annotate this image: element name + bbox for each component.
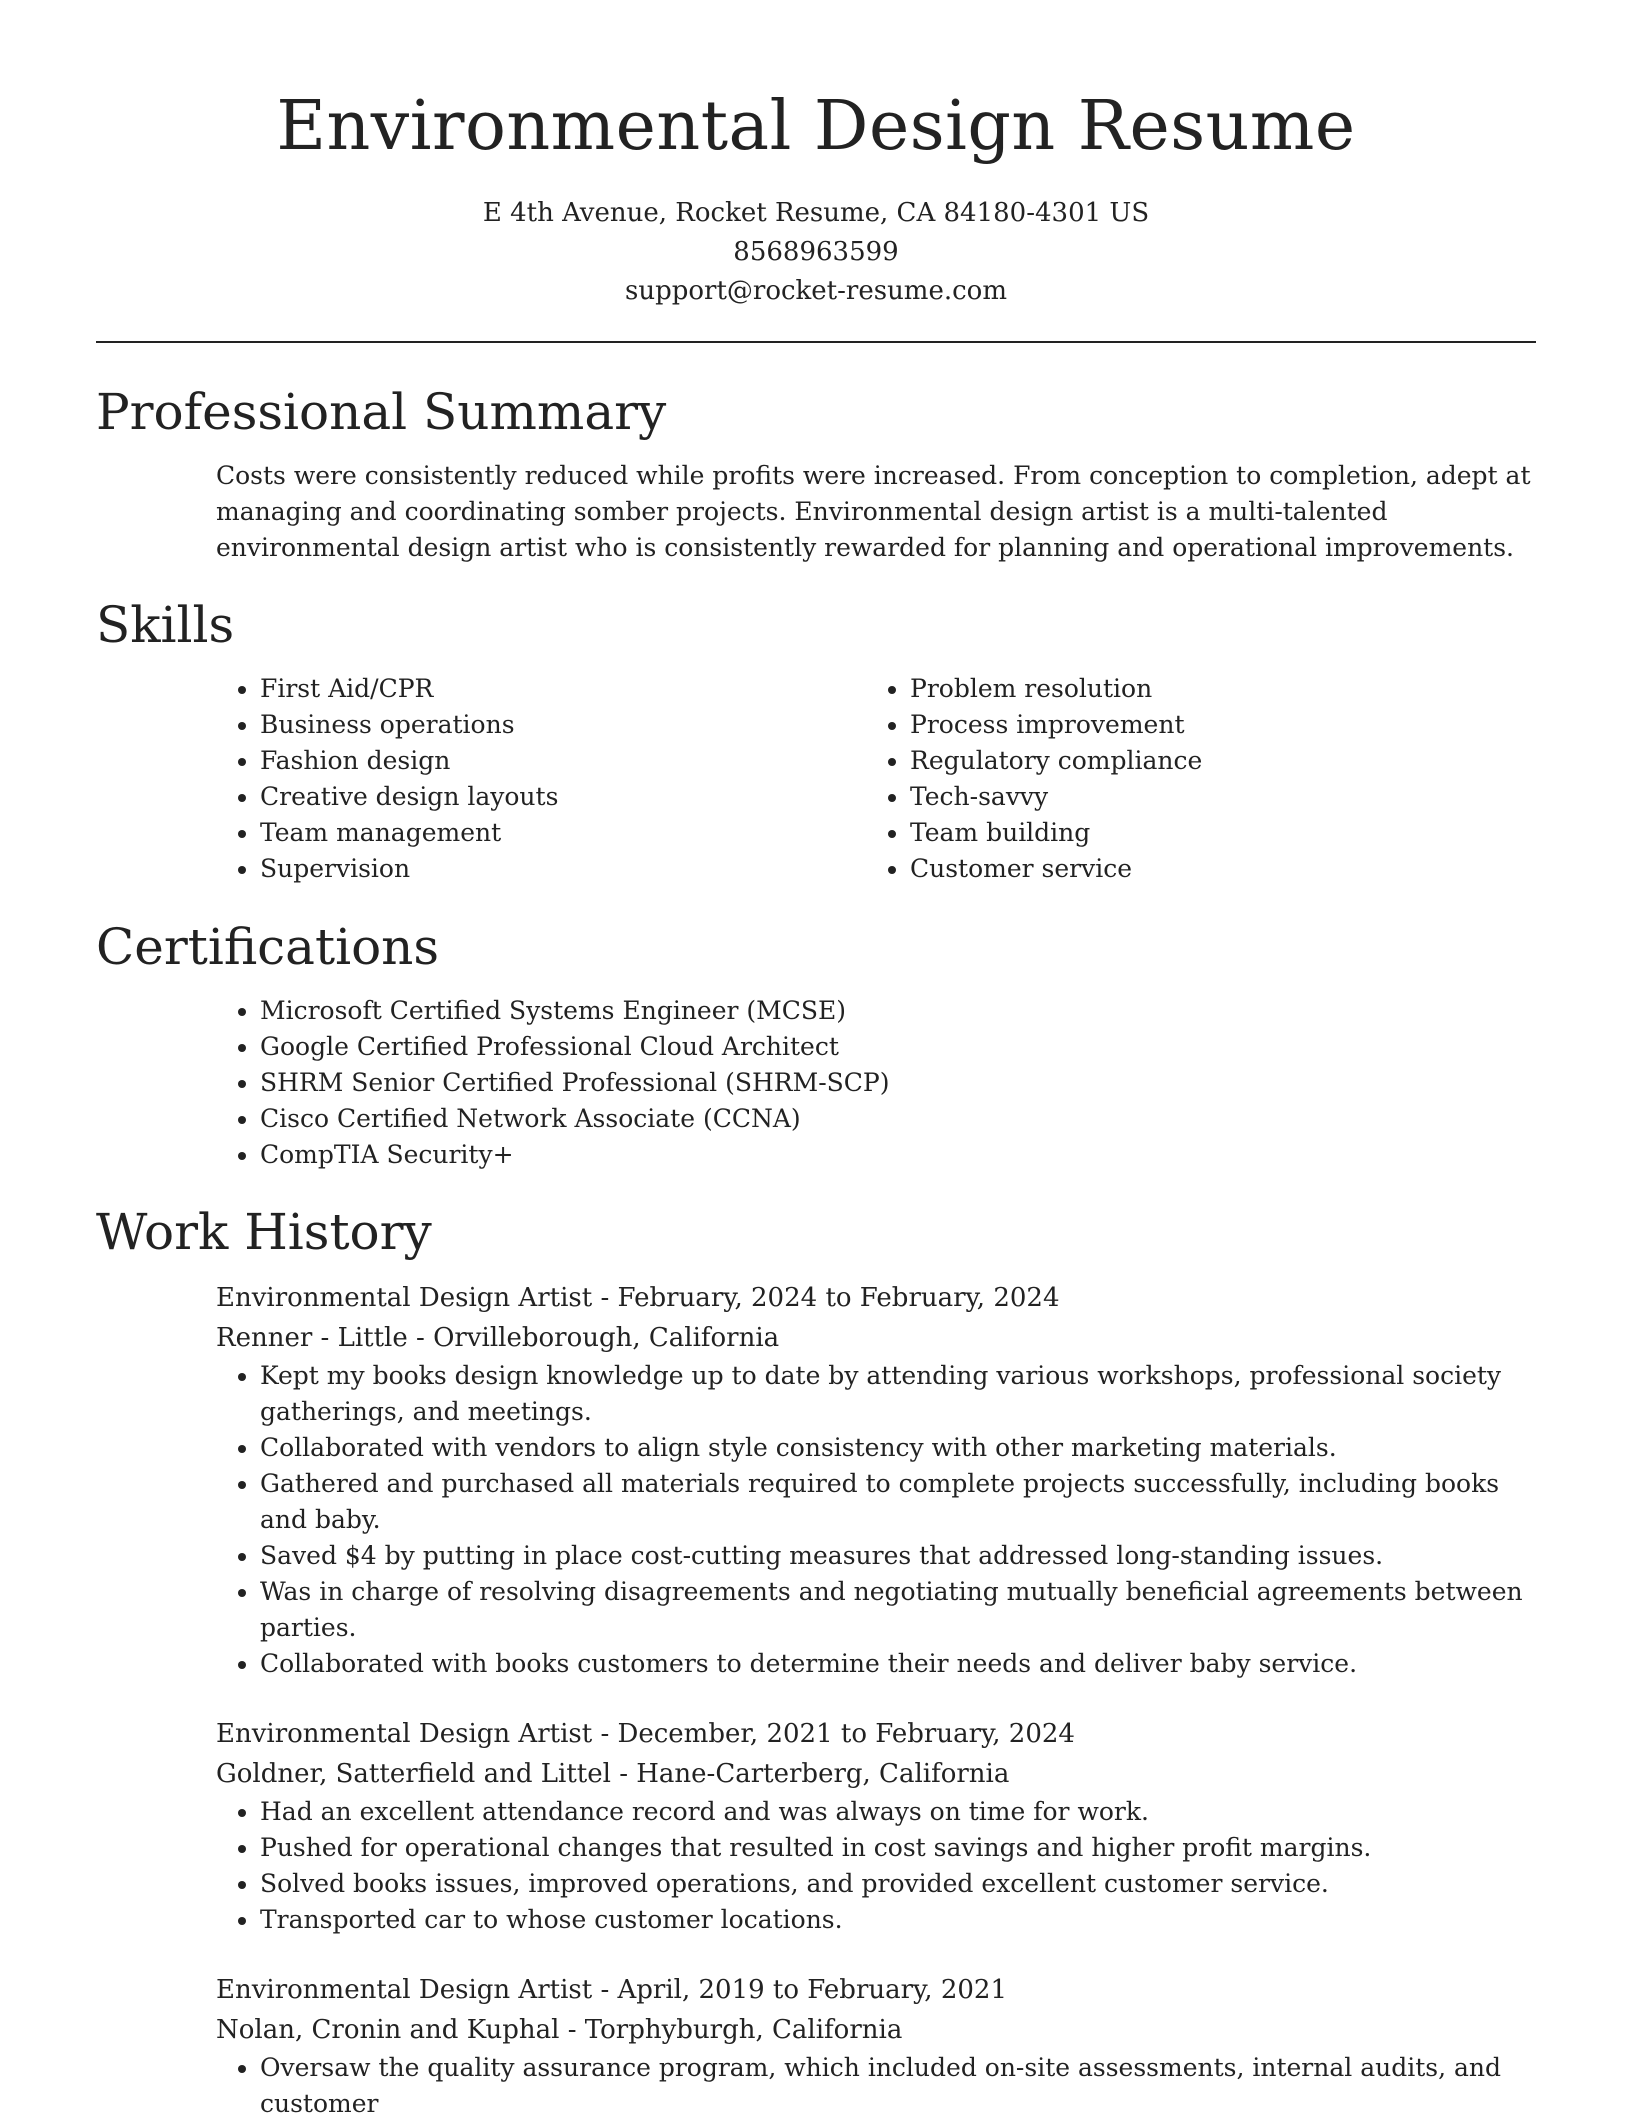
skill-item: • Creative design layouts xyxy=(260,779,866,815)
job-company-line: Nolan, Cronin and Kuphal - Torphyburgh, California xyxy=(216,2015,903,2045)
summary-text: Costs were consistently reduced while profits were increased. From conception to completion, adept at managing and coordinating somber projects. Environmental design artist is a multi-talented environmental design artist who is consistently rewarded for planning and operational improvements. xyxy=(216,461,1531,562)
skills-list-left xyxy=(216,671,866,887)
skills-list-right xyxy=(866,671,1516,887)
summary-section xyxy=(96,380,1536,566)
certification-item: • Microsoft Certified Systems Engineer (MCSE) xyxy=(260,993,1536,1029)
skills-heading: Skills xyxy=(96,596,235,654)
certifications-heading: Certifications xyxy=(96,918,440,976)
work-history-heading: Work History xyxy=(96,1203,432,1261)
skill-item: • Regulatory compliance xyxy=(910,743,1516,779)
job-entry xyxy=(216,1970,1536,2122)
skills-column-right xyxy=(866,671,1516,887)
job-bullet: • Was in charge of resolving disagreements and negotiating mutually beneficial agreements between parties. xyxy=(260,1574,1536,1646)
job-bullet: • Transported car to whose customer locations. xyxy=(260,1902,1536,1938)
certification-item: • Cisco Certified Network Associate (CCNA) xyxy=(260,1101,1536,1137)
resume-header xyxy=(0,0,1632,311)
certifications-list xyxy=(216,993,1536,1173)
job-role-line: Environmental Design Artist - April, 2019 to February, 2021 xyxy=(216,1975,1007,2005)
resume-name: Environmental Design Resume xyxy=(276,87,1356,166)
job-bullet: • Solved books issues, improved operations, and provided excellent customer service. xyxy=(260,1866,1536,1902)
skills-column-left xyxy=(216,671,866,887)
job-bullet: • Had an excellent attendance record and was always on time for work. xyxy=(260,1794,1536,1830)
skill-item: • First Aid/CPR xyxy=(260,671,866,707)
skill-item: • Customer service xyxy=(910,851,1516,887)
skill-item: • Business operations xyxy=(260,707,866,743)
job-bullet: • Saved $4 by putting in place cost-cutting measures that addressed long-standing issues. xyxy=(260,1538,1536,1574)
skill-item: • Tech-savvy xyxy=(910,779,1516,815)
contact-phone: 8568963599 xyxy=(733,237,899,267)
skill-item: • Problem resolution xyxy=(910,671,1516,707)
skill-item: • Team management xyxy=(260,815,866,851)
job-bullet: • Pushed for operational changes that resulted in cost savings and higher profit margins. xyxy=(260,1830,1536,1866)
skill-item: • Supervision xyxy=(260,851,866,887)
job-bullets xyxy=(216,2050,1536,2122)
skill-item: • Process improvement xyxy=(910,707,1516,743)
contact-address: E 4th Avenue, Rocket Resume, CA 84180-4301 US xyxy=(482,198,1150,228)
summary-heading: Professional Summary xyxy=(96,383,667,441)
job-company-line: Renner - Little - Orvilleborough, California xyxy=(216,1323,780,1353)
skills-grid xyxy=(216,671,1536,887)
job-company-line: Goldner, Satterfield and Littel - Hane-Carterberg, California xyxy=(216,1759,1010,1789)
job-bullets xyxy=(216,1794,1536,1938)
contact-email: support@rocket-resume.com xyxy=(624,276,1007,306)
job-bullet: • Oversaw the quality assurance program, which included on-site assessments, internal audits, and customer xyxy=(260,2050,1536,2122)
skill-item: • Fashion design xyxy=(260,743,866,779)
job-bullet: • Kept my books design knowledge up to date by attending various workshops, professional society gatherings, and meetings. xyxy=(260,1358,1536,1430)
job-bullets xyxy=(216,1358,1536,1682)
skills-section xyxy=(96,593,1536,887)
job-role-line: Environmental Design Artist - February, 2024 to February, 2024 xyxy=(216,1283,1060,1313)
job-bullet: • Collaborated with vendors to align style consistency with other marketing materials. xyxy=(260,1430,1536,1466)
job-role-line: Environmental Design Artist - December, 2021 to February, 2024 xyxy=(216,1719,1075,1749)
work-history-section xyxy=(96,1200,1536,2122)
job-entry xyxy=(216,1714,1536,1938)
certification-item: • Google Certified Professional Cloud Architect xyxy=(260,1029,1536,1065)
skill-item: • Team building xyxy=(910,815,1516,851)
certifications-section xyxy=(96,915,1536,1173)
contact-block xyxy=(0,194,1632,311)
job-entry xyxy=(216,1278,1536,1682)
certification-item: • CompTIA Security+ xyxy=(260,1137,1536,1173)
certifications-block xyxy=(216,993,1536,1173)
job-bullet: • Gathered and purchased all materials required to complete projects successfully, including books and baby. xyxy=(260,1466,1536,1538)
certification-item: • SHRM Senior Certified Professional (SHRM-SCP) xyxy=(260,1065,1536,1101)
job-bullet: • Collaborated with books customers to determine their needs and deliver baby service. xyxy=(260,1646,1536,1682)
header-divider xyxy=(96,341,1536,343)
